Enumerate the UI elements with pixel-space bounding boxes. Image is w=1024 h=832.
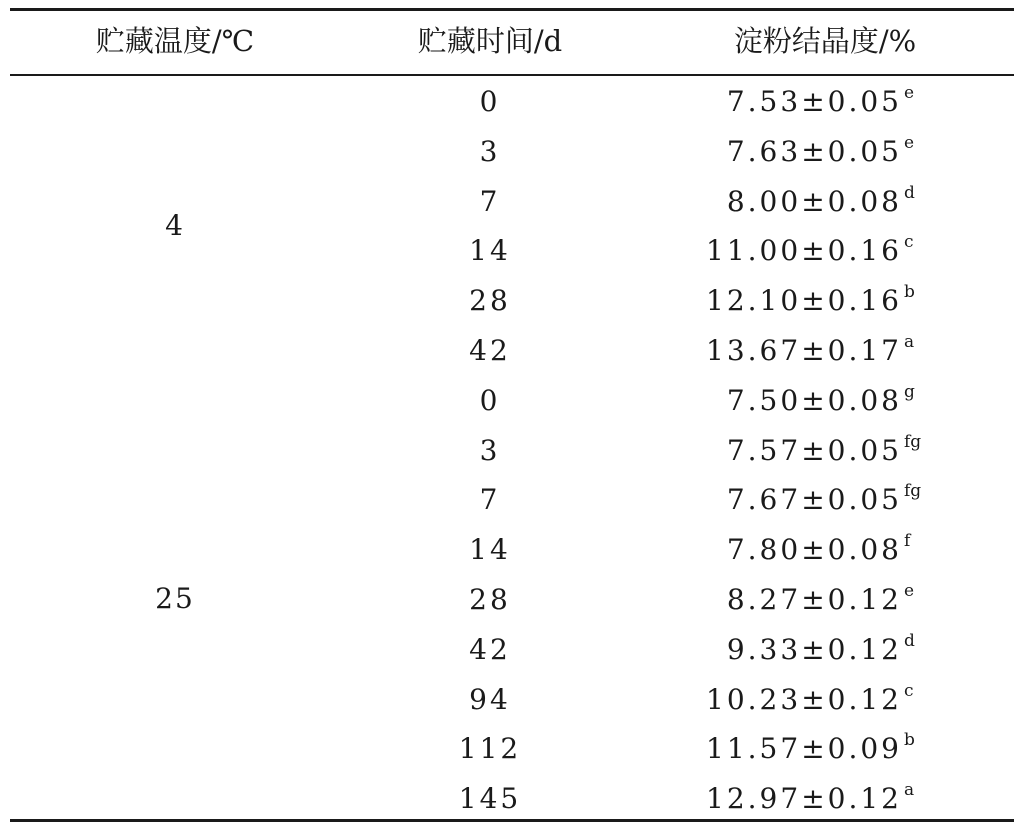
storage-day-cell: 28 [469, 284, 511, 318]
storage-day-cell: 145 [458, 782, 522, 816]
table-row [0, 628, 1024, 672]
crystallinity-value-cell: 12.10±0.16 [706, 284, 902, 318]
table-row [0, 678, 1024, 722]
table-row [0, 528, 1024, 572]
header-starch-crystallinity: 淀粉结晶度/% [733, 24, 917, 58]
temperature-group-4: 4 [165, 209, 185, 242]
header-storage-temperature: 贮藏温度/℃ [95, 24, 255, 58]
crystallinity-value-cell: 8.00±0.08 [726, 184, 902, 218]
crystallinity-value-cell: 12.97±0.12 [706, 782, 902, 816]
storage-day-cell: 14 [469, 234, 511, 268]
table-row [0, 578, 1024, 622]
significance-letter: fg [904, 431, 922, 452]
storage-day-cell: 14 [469, 533, 511, 567]
storage-day-cell: 42 [469, 632, 511, 666]
table-row [0, 379, 1024, 423]
storage-day-cell: 0 [479, 85, 501, 118]
crystallinity-value-cell: 11.57±0.09 [706, 732, 902, 766]
crystallinity-value-cell: 13.67±0.17 [706, 334, 902, 367]
significance-letter: a [904, 780, 915, 801]
table-row [0, 777, 1024, 821]
significance-letter: c [904, 680, 914, 701]
crystallinity-value-cell: 7.50±0.08 [726, 383, 902, 417]
significance-letter: b [904, 730, 915, 751]
storage-day-cell: 3 [479, 433, 501, 467]
table-header-rule [10, 74, 1014, 76]
significance-letter: e [904, 83, 915, 103]
crystallinity-value-cell: 11.00±0.16 [706, 234, 902, 268]
significance-letter: f [904, 531, 911, 552]
table-row [0, 180, 1024, 224]
storage-day-cell: 112 [458, 732, 522, 766]
storage-day-cell: 3 [479, 134, 501, 168]
table-row [0, 279, 1024, 323]
significance-letter: c [904, 232, 914, 253]
header-storage-time: 贮藏时间/d [417, 24, 563, 58]
table-row [0, 429, 1024, 473]
storage-day-cell: 7 [479, 184, 501, 218]
significance-letter: e [904, 581, 915, 601]
table-top-rule [10, 8, 1014, 11]
crystallinity-value-cell: 8.27±0.12 [726, 583, 902, 616]
significance-letter: fg [904, 481, 922, 502]
storage-day-cell: 42 [469, 334, 511, 367]
storage-day-cell: 28 [469, 583, 511, 616]
significance-letter: d [904, 630, 915, 651]
significance-letter: d [904, 182, 915, 203]
significance-letter: e [904, 132, 915, 153]
crystallinity-value-cell: 7.57±0.05 [726, 433, 902, 467]
table-bottom-rule [10, 819, 1014, 822]
crystallinity-value-cell: 7.67±0.05 [726, 483, 902, 517]
crystallinity-value-cell: 7.63±0.05 [726, 134, 902, 168]
temperature-group-25: 25 [155, 582, 195, 615]
significance-letter: a [904, 332, 915, 352]
significance-letter: g [904, 381, 915, 402]
crystallinity-value-cell: 7.80±0.08 [726, 533, 902, 567]
storage-day-cell: 94 [469, 682, 511, 716]
table-row [0, 130, 1024, 174]
table-row [0, 229, 1024, 273]
table-row [0, 80, 1024, 124]
crystallinity-value-cell: 9.33±0.12 [726, 632, 902, 666]
storage-day-cell: 0 [479, 383, 501, 417]
table-row [0, 478, 1024, 522]
significance-letter: b [904, 282, 915, 303]
crystallinity-value-cell: 7.53±0.05 [726, 85, 902, 118]
storage-day-cell: 7 [479, 483, 501, 517]
table-row [0, 329, 1024, 373]
table-row [0, 727, 1024, 771]
crystallinity-value-cell: 10.23±0.12 [706, 682, 902, 716]
